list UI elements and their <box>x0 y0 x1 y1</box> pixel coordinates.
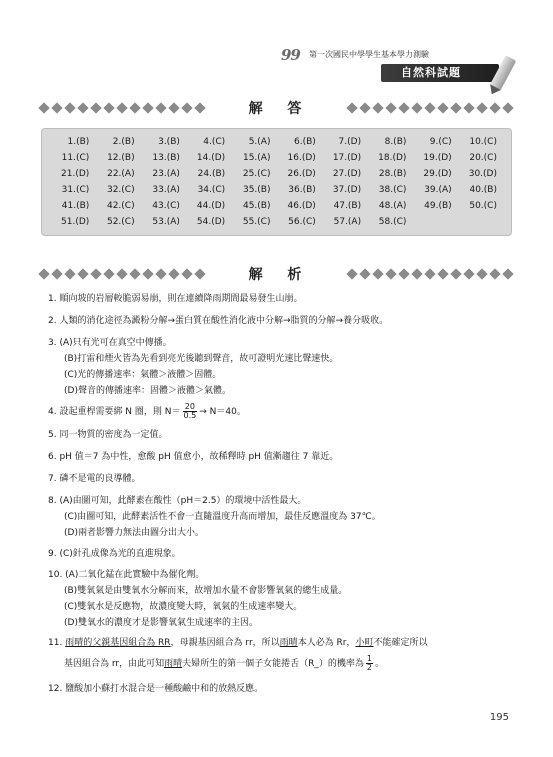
diamond-icon <box>51 102 62 113</box>
answer-item: 6.(B) <box>294 137 316 147</box>
diamond-icon <box>181 268 192 279</box>
solution-text: 4. 設起重桿需要綁 N 圈，則 N＝ <box>48 407 181 417</box>
answer-item: 22.(A) <box>107 169 135 179</box>
diamond-icon <box>450 102 461 113</box>
answer-item: 42.(C) <box>106 201 135 211</box>
solution-line: (C)光的傳播速率：氣體＞液體＞固體。 <box>64 370 222 380</box>
diamond-icon <box>359 102 370 113</box>
diamond-icon <box>194 102 205 113</box>
diamond-icon <box>64 268 75 279</box>
underlined-name: 雨晴的父親基因組合為 RR <box>65 638 171 648</box>
diamond-icon <box>77 102 88 113</box>
answer-item: 18.(D) <box>378 153 407 163</box>
diamond-icon <box>424 102 435 113</box>
solution-text: 11. <box>48 638 66 648</box>
solutions-title: 解 析 <box>248 267 312 283</box>
answer-item: 57.(A) <box>333 217 362 227</box>
diamond-icon <box>103 102 114 113</box>
answer-item: 48.(A) <box>378 201 407 211</box>
answer-grid <box>50 136 503 228</box>
solution-line: 1. 順向坡的岩層較脆弱易崩，則在連續降雨期間最易發生山崩。 <box>48 294 303 304</box>
answer-item: 40.(B) <box>469 185 497 195</box>
header-logo: 99 <box>281 46 300 64</box>
fraction-denominator: 2 <box>366 663 372 672</box>
fraction <box>366 655 373 672</box>
answer-item: 29.(D) <box>423 169 452 179</box>
answer-item: 47.(B) <box>333 201 362 211</box>
fraction-denominator: 0.5 <box>183 411 197 420</box>
answer-item: 36.(B) <box>288 185 316 195</box>
solution-line: 12. 鹽酸加小蘇打水混合是一種酸鹼中和的放熱反應。 <box>48 684 264 694</box>
diamond-icon <box>77 268 88 279</box>
solution-text: 夫婦所生的第一個子女能捲舌（R_）的機率為 <box>182 659 364 669</box>
solution-line: (D)兩者影響力無法由圖分出大小。 <box>64 528 204 538</box>
diamond-icon <box>463 102 474 113</box>
underlined-name: 雨晴 <box>279 638 298 648</box>
answer-item: 10.(C) <box>469 137 497 147</box>
solution-text: 基因組合為 rr，由此可知 <box>64 659 165 669</box>
solution-text: 。 <box>374 659 384 669</box>
answer-item: 37.(D) <box>332 185 362 195</box>
answer-item: 23.(A) <box>152 169 180 179</box>
diamond-icon <box>346 102 357 113</box>
solution-line: (B)打雷和煙火皆為先看到亮光後聽到聲音，故可證明光速比聲速快。 <box>64 354 339 364</box>
header-banner <box>381 64 499 82</box>
solution-line <box>48 637 428 649</box>
answer-item: 50.(C) <box>469 201 497 211</box>
solution-line: 3. (A)只有光可在真空中傳播。 <box>48 338 172 348</box>
solution-line <box>48 403 246 420</box>
fraction-numerator: 20 <box>183 403 198 412</box>
answer-item: 27.(D) <box>332 169 362 179</box>
answer-item: 54.(D) <box>196 217 226 227</box>
diamond-icon <box>168 102 179 113</box>
diamond-icon <box>51 268 62 279</box>
diamond-row-left <box>40 270 204 278</box>
answer-item: 9.(C) <box>429 137 452 147</box>
answer-item: 25.(C) <box>242 169 271 179</box>
answer-item: 4.(C) <box>203 137 226 147</box>
answer-item: 55.(C) <box>242 217 271 227</box>
answer-item: 39.(A) <box>424 185 452 195</box>
diamond-icon <box>359 268 370 279</box>
answer-item: 11.(C) <box>61 153 90 163</box>
answer-item: 20.(C) <box>469 153 497 163</box>
diamond-icon <box>437 102 448 113</box>
diamond-icon <box>385 268 396 279</box>
diamond-icon <box>398 268 409 279</box>
solution-line: 9. (C)針孔成像為光的直進現象。 <box>48 549 181 559</box>
solution-line: (C)雙氧水是反應物，故濃度變大時，氧氣的生成速率變大。 <box>64 602 303 612</box>
answer-item: 34.(C) <box>197 185 226 195</box>
fraction-numerator: 1 <box>366 654 372 663</box>
diamond-icon <box>450 268 461 279</box>
answers-section-header <box>40 98 512 118</box>
solution-line: 6. pH 值＝7 為中性，愈酸 pH 值愈小，故稀釋時 pH 值漸趨往 7 靠近。 <box>48 452 339 462</box>
diamond-icon <box>142 102 153 113</box>
answer-item: 56.(C) <box>288 217 316 227</box>
diamond-icon <box>372 102 383 113</box>
page-number: 195 <box>489 712 509 723</box>
answer-item: 45.(B) <box>242 201 271 211</box>
diamond-icon <box>411 268 422 279</box>
solutions-section-header <box>40 264 512 284</box>
diamond-icon <box>116 268 127 279</box>
underlined-name: 雨晴 <box>164 659 183 669</box>
diamond-icon <box>437 268 448 279</box>
answer-item: 51.(D) <box>61 217 90 227</box>
answer-item: 49.(B) <box>424 201 452 211</box>
answer-item: 32.(C) <box>106 185 135 195</box>
diamond-icon <box>168 268 179 279</box>
solution-line: (D)聲音的傳播速率：固體＞液體＞氣體。 <box>64 386 231 396</box>
answer-item: 14.(D) <box>196 153 226 163</box>
page-header <box>273 40 513 88</box>
answer-item: 44.(D) <box>196 201 226 211</box>
diamond-icon <box>398 102 409 113</box>
solution-line <box>64 655 384 672</box>
diamond-icon <box>90 102 101 113</box>
diamond-icon <box>489 102 500 113</box>
answer-item: 46.(D) <box>287 201 316 211</box>
answer-item: 17.(D) <box>332 153 362 163</box>
solution-text: 本人必為 Rr， <box>297 638 356 648</box>
answer-key-box <box>41 128 512 236</box>
answer-item: 1.(B) <box>67 137 90 147</box>
diamond-icon <box>502 268 513 279</box>
diamond-icon <box>346 268 357 279</box>
answer-item: 13.(B) <box>152 153 180 163</box>
diamond-row-left <box>40 104 204 112</box>
answer-item: 3.(B) <box>158 137 180 147</box>
diamond-icon <box>372 268 383 279</box>
answer-item: 33.(A) <box>152 185 180 195</box>
answer-item: 53.(A) <box>152 217 180 227</box>
answer-item: 21.(D) <box>61 169 90 179</box>
answer-item: 52.(C) <box>106 217 135 227</box>
solution-line: 10. (A)二氧化錳在此實驗中為催化劑。 <box>48 570 205 580</box>
answer-item: 12.(B) <box>107 153 135 163</box>
answer-item: 2.(B) <box>112 137 135 147</box>
answer-item: 24.(B) <box>197 169 226 179</box>
diamond-icon <box>489 268 500 279</box>
solution-line: 8. (A)由圖可知，此酵素在酸性（pH＝2.5）的環境中活性最大。 <box>48 496 307 506</box>
pencil-icon <box>490 55 517 91</box>
answer-item: 38.(C) <box>378 185 407 195</box>
diamond-row-right <box>348 270 512 278</box>
solution-text: 不能確定所以 <box>373 638 428 648</box>
diamond-icon <box>411 102 422 113</box>
diamond-icon <box>103 268 114 279</box>
solution-line: (B)雙氧氣是由雙氧水分解而來，故增加水量不會影響氧氣的總生成量。 <box>64 586 348 596</box>
answer-item: 7.(D) <box>338 137 362 147</box>
answer-item: 26.(D) <box>287 169 316 179</box>
solution-text: ，母親基因組合為 rr，所以 <box>170 638 280 648</box>
diamond-row-right <box>348 104 512 112</box>
diamond-icon <box>463 268 474 279</box>
diamond-icon <box>424 268 435 279</box>
fraction <box>183 403 198 420</box>
diamond-icon <box>194 268 205 279</box>
diamond-icon <box>502 102 513 113</box>
header-title: 自然科試題 <box>401 66 461 79</box>
diamond-icon <box>142 268 153 279</box>
answer-item: 31.(C) <box>61 185 90 195</box>
solution-text: → N＝40。 <box>199 407 246 417</box>
diamond-icon <box>476 102 487 113</box>
answer-item: 35.(B) <box>242 185 271 195</box>
diamond-icon <box>181 102 192 113</box>
answer-item: 8.(B) <box>384 137 407 147</box>
diamond-icon <box>129 102 140 113</box>
answer-item: 41.(B) <box>61 201 90 211</box>
answers-title: 解 答 <box>248 101 312 117</box>
answer-item: 28.(B) <box>378 169 407 179</box>
diamond-icon <box>385 102 396 113</box>
solution-line: (C)由圖可知，此酵素活性不會一直隨溫度升高而增加，最佳反應溫度為 37℃。 <box>64 512 381 522</box>
diamond-icon <box>64 102 75 113</box>
answer-item: 19.(D) <box>423 153 452 163</box>
solution-line: (D)雙氧水的濃度才是影響氧氣生成速率的主因。 <box>64 618 258 628</box>
answer-item: 58.(C) <box>378 217 407 227</box>
diamond-icon <box>116 102 127 113</box>
diamond-icon <box>38 102 49 113</box>
answer-item: 16.(D) <box>287 153 316 163</box>
answer-item: 43.(C) <box>152 201 180 211</box>
solution-line: 5. 同一物質的密度為一定值。 <box>48 430 168 440</box>
solution-line: 2. 人類的消化途徑為澱粉分解→蛋白質在酸性消化液中分解→脂質的分解→養分吸收。 <box>48 316 389 326</box>
diamond-icon <box>129 268 140 279</box>
diamond-icon <box>38 268 49 279</box>
header-subtitle: 第一次國民中學學生基本學力測驗 <box>309 50 429 59</box>
solution-line: 7. 磷不是電的良導體。 <box>48 474 141 484</box>
diamond-icon <box>155 268 166 279</box>
diamond-icon <box>476 268 487 279</box>
diamond-icon <box>90 268 101 279</box>
diamond-icon <box>155 102 166 113</box>
answer-item: 30.(D) <box>468 169 497 179</box>
answer-item: 15.(A) <box>242 153 271 163</box>
underlined-name: 小町 <box>355 638 374 648</box>
answer-item: 5.(A) <box>248 137 271 147</box>
